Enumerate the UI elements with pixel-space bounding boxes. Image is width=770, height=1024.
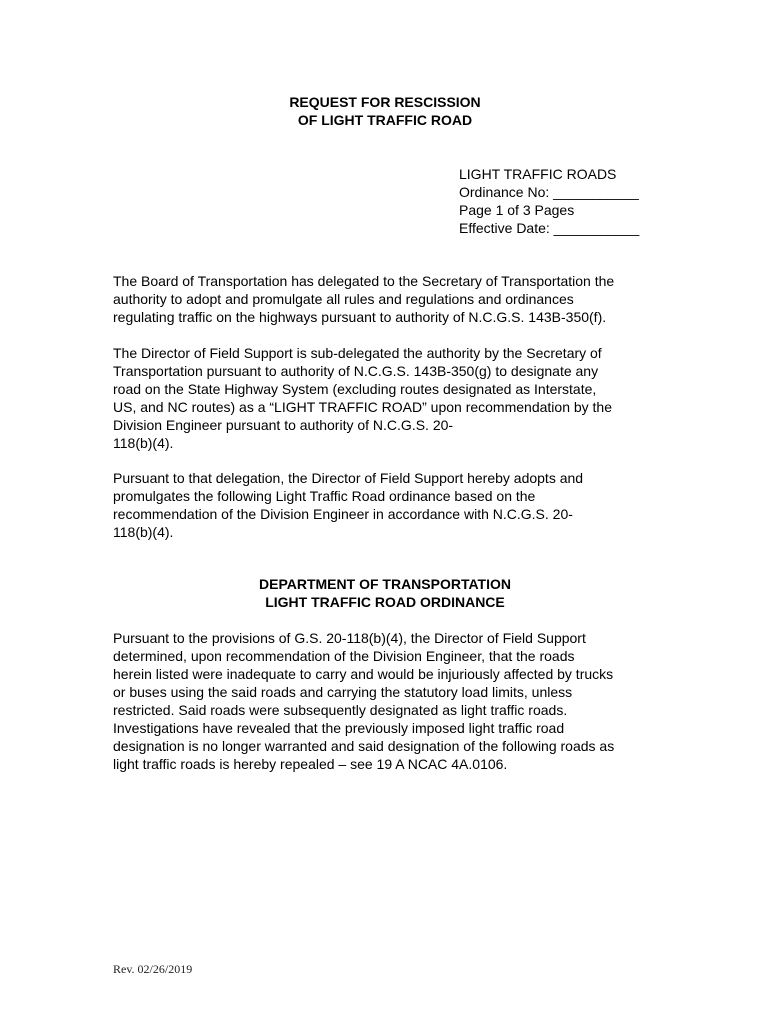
section-title-line-1: DEPARTMENT OF TRANSPORTATION <box>259 576 511 592</box>
paragraph-adoption <box>113 469 656 541</box>
paragraph-line: determined, upon recommendation of the Division Engineer, that the roads <box>113 648 575 664</box>
paragraph-line: The Director of Field Support is sub-delegated the authority by the Secretary of <box>113 345 602 361</box>
paragraph-line: light traffic roads is hereby repealed – see 19 A NCAC 4A.0106. <box>113 756 508 772</box>
paragraph-line: authority to adopt and promulgate all rules and regulations and ordinances <box>113 291 574 307</box>
effective-date: Effective Date: ___________ <box>459 220 640 236</box>
paragraph-line: recommendation of the Division Engineer in accordance with N.C.G.S. 20- <box>113 506 573 522</box>
title-line-2: OF LIGHT TRAFFIC ROAD <box>297 112 473 128</box>
ordinance-number: Ordinance No: ___________ <box>459 184 639 200</box>
paragraph-sub-delegation <box>113 344 656 452</box>
paragraph-line: Division Engineer pursuant to authority of N.C.G.S. 20- <box>113 417 454 433</box>
paragraph-line: road on the State Highway System (excluding routes designated as Interstate, <box>113 381 597 397</box>
section-title <box>0 575 770 611</box>
paragraph-line: designation is no longer warranted and said designation of the following roads as <box>113 738 615 754</box>
document-title <box>0 93 770 129</box>
paragraph-line: restricted. Said roads were subsequently designated as light traffic roads. <box>113 702 568 718</box>
ordinance-meta-block <box>459 165 639 237</box>
paragraph-board-delegation <box>113 272 656 326</box>
paragraph-line: Investigations have revealed that the previously imposed light traffic road <box>113 720 565 736</box>
paragraph-line: or buses using the said roads and carrying the statutory load limits, unless <box>113 684 573 700</box>
paragraph-line: Pursuant to that delegation, the Director of Field Support hereby adopts and <box>113 470 584 486</box>
paragraph-line: Transportation pursuant to authority of N.C.G.S. 143B-350(g) to designate any <box>113 363 599 379</box>
paragraph-line: promulgates the following Light Traffic Road ordinance based on the <box>113 488 536 504</box>
section-title-line-2: LIGHT TRAFFIC ROAD ORDINANCE <box>265 594 505 610</box>
paragraph-line: The Board of Transportation has delegated to the Secretary of Transportation the <box>113 273 615 289</box>
paragraph-line: herein listed were inadequate to carry and would be injuriously affected by trucks <box>113 666 614 682</box>
paragraph-rescission <box>113 629 656 773</box>
page-count: Page 1 of 3 Pages <box>459 202 575 218</box>
revision-footer: Rev. 02/26/2019 <box>113 962 193 976</box>
paragraph-line: 118(b)(4). <box>113 524 174 540</box>
paragraph-line: US, and NC routes) as a “LIGHT TRAFFIC ROAD” upon recommendation by the <box>113 399 613 415</box>
paragraph-line: 118(b)(4). <box>113 435 174 451</box>
paragraph-line: regulating traffic on the highways pursuant to authority of N.C.G.S. 143B-350(f). <box>113 309 607 325</box>
title-line-1: REQUEST FOR RESCISSION <box>289 94 481 110</box>
meta-heading: LIGHT TRAFFIC ROADS <box>459 166 617 182</box>
paragraph-line: Pursuant to the provisions of G.S. 20-118(b)(4), the Director of Field Support <box>113 630 586 646</box>
